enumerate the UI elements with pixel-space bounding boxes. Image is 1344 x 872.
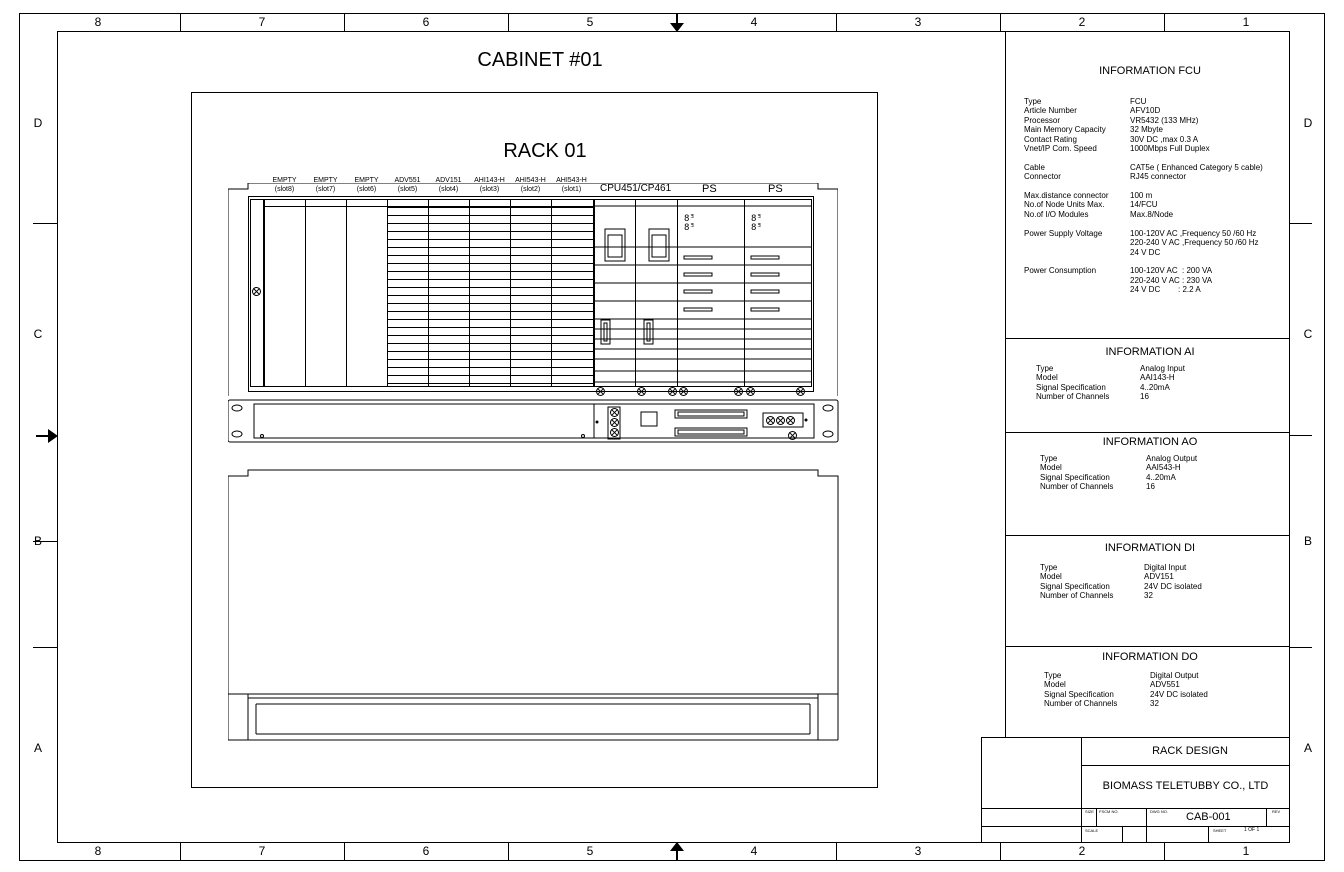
zone-row-left: C bbox=[33, 327, 43, 341]
info-ao-labels: Type Model Signal Specification Number of Channels bbox=[1040, 454, 1114, 492]
screw-icon bbox=[596, 387, 605, 396]
screw-icon bbox=[637, 387, 646, 396]
info-ai-values: Analog Input AAI143-H 4..20mA 16 bbox=[1140, 364, 1185, 402]
slot-label bbox=[346, 176, 387, 194]
size-label: SIZE bbox=[1085, 809, 1094, 814]
zone-tick bbox=[836, 843, 837, 861]
zone-tick bbox=[1000, 13, 1001, 31]
zone-row-right: B bbox=[1303, 534, 1312, 548]
slot-position: (slot1) bbox=[561, 186, 582, 193]
slot-module-name: ADV151 bbox=[435, 177, 462, 184]
module-slot6-empty bbox=[346, 199, 388, 387]
zone-row-right: D bbox=[1303, 116, 1313, 130]
screw-icon bbox=[796, 387, 805, 396]
screw-icon bbox=[776, 416, 785, 425]
module-slot3-ahi143 bbox=[469, 199, 511, 387]
title-block-line bbox=[1081, 765, 1290, 766]
slot-module-name: ADV551 bbox=[394, 177, 421, 184]
module-slot1-ahi543 bbox=[551, 199, 594, 387]
title-block-line bbox=[1266, 808, 1267, 826]
zone-col-top: 7 bbox=[258, 15, 266, 29]
slot-label bbox=[264, 176, 305, 194]
title-block-line bbox=[1208, 826, 1209, 843]
slot-module-name: AHI143-H bbox=[474, 177, 505, 184]
screw-icon bbox=[766, 416, 775, 425]
slot-module-name: EMPTY bbox=[313, 177, 338, 184]
zone-col-top: 5 bbox=[586, 15, 594, 29]
slot-position: (slot6) bbox=[356, 186, 377, 193]
screw-icon bbox=[746, 387, 755, 396]
sheet-value: 1 OF 1 bbox=[1244, 827, 1260, 833]
zone-col-top: 3 bbox=[914, 15, 922, 29]
cpu-ps-panel-lines bbox=[594, 199, 814, 389]
zone-col-top: 6 bbox=[422, 15, 430, 29]
zone-tick bbox=[508, 843, 509, 861]
info-divider bbox=[1005, 432, 1290, 433]
screw-icon bbox=[610, 408, 619, 417]
center-arrow-top-icon bbox=[669, 14, 685, 32]
slot-position: (slot4) bbox=[438, 186, 459, 193]
slot-label bbox=[428, 176, 469, 194]
svg-text:8ᴲ: 8ᴲ bbox=[751, 214, 762, 224]
center-arrow-bottom-icon bbox=[669, 842, 685, 860]
screw-icon bbox=[610, 418, 619, 427]
zone-col-top: 1 bbox=[1242, 15, 1250, 29]
zone-tick bbox=[836, 13, 837, 31]
module-slot2-ahi543 bbox=[510, 199, 552, 387]
svg-text:8ᴲ: 8ᴲ bbox=[684, 223, 695, 233]
zone-row-right: C bbox=[1303, 327, 1313, 341]
zone-row-left: D bbox=[33, 116, 43, 130]
zone-tick bbox=[1164, 843, 1165, 861]
zone-tick bbox=[1290, 435, 1312, 436]
slot-module-name: EMPTY bbox=[354, 177, 379, 184]
module-slot8-empty bbox=[264, 199, 306, 387]
screw-icon bbox=[734, 387, 743, 396]
svg-text:8ᴲ: 8ᴲ bbox=[684, 214, 695, 224]
info-divider bbox=[1005, 338, 1290, 339]
slot-position: (slot2) bbox=[520, 186, 541, 193]
fscm-label: FSCM NO. bbox=[1099, 809, 1119, 814]
zone-col-top: 8 bbox=[94, 15, 102, 29]
info-ai-title: INFORMATION AI bbox=[1105, 346, 1195, 358]
info-ai-labels: Type Model Signal Specification Number of Channels bbox=[1036, 364, 1110, 402]
rev-label: REV bbox=[1272, 809, 1281, 814]
title-block-line bbox=[1146, 808, 1147, 843]
info-do-labels: Type Model Signal Specification Number of Channels bbox=[1044, 671, 1118, 709]
zone-col-bottom: 3 bbox=[914, 844, 922, 858]
zone-row-right: A bbox=[1303, 741, 1312, 755]
zone-tick bbox=[33, 647, 57, 648]
slot-position: (slot5) bbox=[397, 186, 418, 193]
zone-tick bbox=[1290, 223, 1312, 224]
dwg-label: DWG NO. bbox=[1150, 809, 1168, 814]
zone-tick bbox=[344, 843, 345, 861]
rack-bottom-rail bbox=[228, 398, 840, 444]
zone-row-left: B bbox=[33, 534, 42, 548]
slot-label bbox=[510, 176, 551, 194]
cabinet-title: CABINET #01 bbox=[477, 49, 603, 71]
module-top-line bbox=[264, 206, 594, 207]
rack-title: RACK 01 bbox=[503, 140, 587, 162]
zone-tick bbox=[1000, 843, 1001, 861]
module-slot5-adv551 bbox=[387, 199, 429, 387]
slot-position: (slot3) bbox=[479, 186, 500, 193]
slot-label bbox=[305, 176, 346, 194]
info-di-values: Digital Input ADV151 24V DC isolated 32 bbox=[1144, 563, 1202, 601]
info-divider bbox=[1005, 535, 1290, 536]
drawing-title: RACK DESIGN bbox=[1152, 745, 1228, 757]
ps2-label: PS bbox=[768, 183, 783, 195]
drawing-number: CAB-001 bbox=[1186, 811, 1231, 823]
module-slot7-empty bbox=[305, 199, 347, 387]
info-do-title: INFORMATION DO bbox=[1102, 651, 1198, 663]
info-panel-divider bbox=[1005, 31, 1006, 737]
zone-tick bbox=[33, 223, 57, 224]
zone-tick bbox=[344, 13, 345, 31]
zone-col-bottom: 1 bbox=[1242, 844, 1250, 858]
ps1-label: PS bbox=[702, 183, 717, 195]
company-name: BIOMASS TELETUBBY CO., LTD bbox=[1102, 780, 1269, 792]
screw-icon bbox=[788, 431, 797, 440]
zone-col-top: 2 bbox=[1078, 15, 1086, 29]
zone-col-bottom: 8 bbox=[94, 844, 102, 858]
scale-label: SCALE bbox=[1085, 828, 1099, 833]
empty-rack-section bbox=[228, 468, 840, 742]
slot-label bbox=[387, 176, 428, 194]
zone-tick bbox=[180, 13, 181, 31]
info-ao-title: INFORMATION AO bbox=[1102, 436, 1198, 448]
zone-col-bottom: 4 bbox=[750, 844, 758, 858]
sheet-label: SHEET bbox=[1213, 828, 1227, 833]
info-ao-values: Analog Output AAI543-H 4..20mA 16 bbox=[1146, 454, 1198, 492]
zone-col-bottom: 2 bbox=[1078, 844, 1086, 858]
cpu-label: CPU451/CP461 bbox=[600, 183, 672, 194]
screw-icon bbox=[668, 387, 677, 396]
center-arrow-left-icon bbox=[36, 428, 58, 444]
zone-col-top: 4 bbox=[750, 15, 758, 29]
info-do-values: Digital Output ADV551 24V DC isolated 32 bbox=[1150, 671, 1208, 709]
slot-module-name: AHI543-H bbox=[556, 177, 587, 184]
info-di-labels: Type Model Signal Specification Number of Channels bbox=[1040, 563, 1114, 601]
info-di-title: INFORMATION DI bbox=[1104, 542, 1196, 554]
zone-col-bottom: 5 bbox=[586, 844, 594, 858]
slot-label bbox=[469, 176, 510, 194]
slot-label bbox=[551, 176, 592, 194]
screw-icon bbox=[786, 416, 795, 425]
zone-tick bbox=[1290, 647, 1312, 648]
title-block-line bbox=[981, 808, 1290, 809]
zone-row-left: A bbox=[33, 741, 42, 755]
info-divider bbox=[1005, 646, 1290, 647]
screw-icon bbox=[610, 428, 619, 437]
zone-tick bbox=[1164, 13, 1165, 31]
screw-icon bbox=[679, 387, 688, 396]
title-block-line bbox=[1096, 808, 1097, 826]
slot-position: (slot8) bbox=[274, 186, 295, 193]
module-slot4-adv151 bbox=[428, 199, 470, 387]
zone-col-bottom: 6 bbox=[422, 844, 430, 858]
zone-tick bbox=[508, 13, 509, 31]
zone-tick bbox=[180, 843, 181, 861]
screw-icon bbox=[252, 287, 261, 296]
slot-module-name: AHI543-H bbox=[515, 177, 546, 184]
info-fcu-labels: Type Article Number Processor Main Memory Capacity Contact Rating Vnet/IP Com. Speed Cable Connector Max.distance connector No.of Node Units Max. No.of I/O Modules Power Supply Voltage Power Consumption bbox=[1024, 97, 1109, 276]
info-fcu-values: FCU AFV10D VR5432 (133 MHz) 32 Mbyte 30V DC ,max 0.3 A 1000Mbps Full Duplex CAT5e ( Enhanced Category 5 cable) RJ45 connector 100 m 14/FCU Max.8/Node 100-120V AC ,Frequency 50 /60 Hz 220-240 V AC ,Frequency 50 /60 Hz 24 V DC 100-120V AC : 200 VA 220-240 V AC : 230 VA 24 V DC : 2.2 A bbox=[1130, 97, 1263, 295]
svg-text:8ᴲ: 8ᴲ bbox=[751, 223, 762, 233]
zone-col-bottom: 7 bbox=[258, 844, 266, 858]
title-block-line bbox=[1122, 826, 1123, 843]
slot-position: (slot7) bbox=[315, 186, 336, 193]
slot-module-name: EMPTY bbox=[272, 177, 297, 184]
info-fcu-title: INFORMATION FCU bbox=[1099, 65, 1201, 77]
